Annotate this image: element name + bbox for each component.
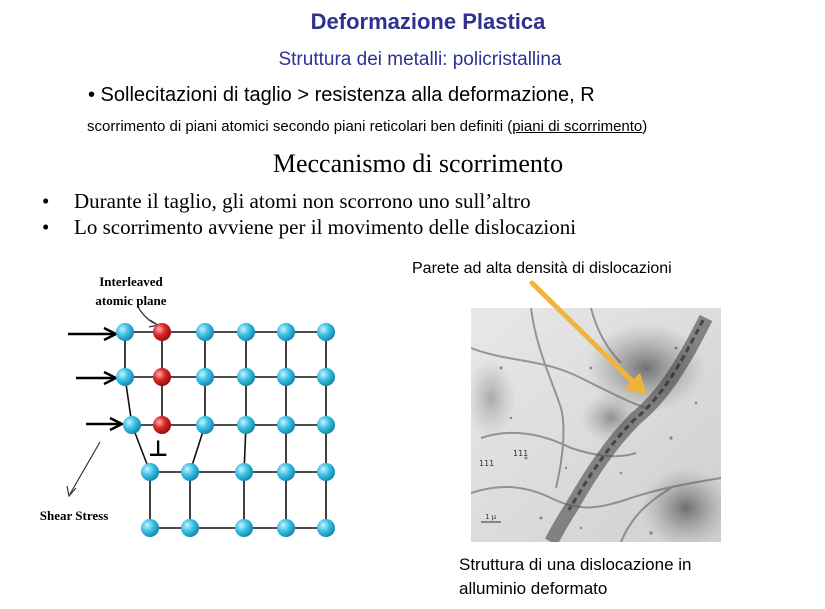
wall-pointer-arrow	[520, 275, 660, 405]
atom	[237, 368, 255, 386]
atom	[277, 368, 295, 386]
atom	[237, 416, 255, 434]
atom-red	[153, 416, 171, 434]
atom-red	[153, 323, 171, 341]
bullet-icon: •	[42, 215, 50, 239]
atom	[196, 416, 214, 434]
atom	[277, 323, 295, 341]
micrograph-caption-line-1: Struttura di una dislocazione in	[459, 555, 692, 574]
slip-planes-term: piani di scorrimento	[512, 118, 643, 135]
mechanism-title: Meccanismo di scorrimento	[272, 149, 564, 178]
atom	[141, 519, 159, 537]
list-item	[42, 188, 576, 214]
direction-label: 111	[479, 459, 495, 468]
list-item-text: Durante il taglio, gli atomi non scorrono uno sull’altro	[74, 189, 531, 213]
atom	[196, 323, 214, 341]
atom-red	[153, 368, 171, 386]
direction-label: 111	[513, 449, 529, 458]
atom	[123, 416, 141, 434]
atom	[317, 368, 335, 386]
atom	[181, 463, 199, 481]
arrow-shaft	[532, 283, 638, 387]
page-title: Deformazione Plastica	[310, 9, 546, 34]
slip-description-text: scorrimento di piani atomici secondo piani reticolari ben definiti (	[87, 118, 513, 135]
atom	[235, 463, 253, 481]
atom	[317, 416, 335, 434]
shear-arrows	[68, 328, 122, 430]
atomic-plane-label: atomic plane	[95, 293, 167, 308]
micrograph-caption-line-2: alluminio deformato	[459, 579, 608, 598]
atom	[181, 519, 199, 537]
dislocation-symbol-icon: ⊥	[147, 437, 169, 462]
atom	[116, 368, 134, 386]
atom	[196, 368, 214, 386]
bullet-icon: •	[42, 189, 50, 213]
atom	[277, 519, 295, 537]
list-item	[42, 214, 576, 240]
slip-description	[87, 118, 647, 135]
atom	[277, 416, 295, 434]
mechanism-list	[42, 188, 576, 240]
dislocation-wall-caption: Parete ad alta densità di dislocazioni	[412, 260, 672, 277]
micrograph-caption	[459, 553, 691, 601]
edge-dislocation-diagram	[0, 262, 400, 562]
atoms	[116, 323, 335, 537]
atom	[277, 463, 295, 481]
slip-description-end: )	[642, 118, 648, 135]
atom	[317, 323, 335, 341]
interleaved-plane-label: Interleaved	[99, 274, 163, 289]
shear-stress-bullet: • Sollecitazioni di taglio > resistenza alla deformazione, R	[88, 84, 595, 106]
page-subtitle: Struttura dei metalli: policristallina	[278, 49, 562, 70]
atom	[235, 519, 253, 537]
atom	[317, 519, 335, 537]
shear-stress-label: Shear Stress	[39, 508, 109, 523]
list-item-text: Lo scorrimento avviene per il movimento delle dislocazioni	[74, 215, 577, 239]
atom	[141, 463, 159, 481]
scale-bar-label: 1 μ	[485, 513, 497, 521]
atom	[116, 323, 134, 341]
atom	[317, 463, 335, 481]
shear-stress-pointer	[70, 442, 100, 494]
atom	[237, 323, 255, 341]
